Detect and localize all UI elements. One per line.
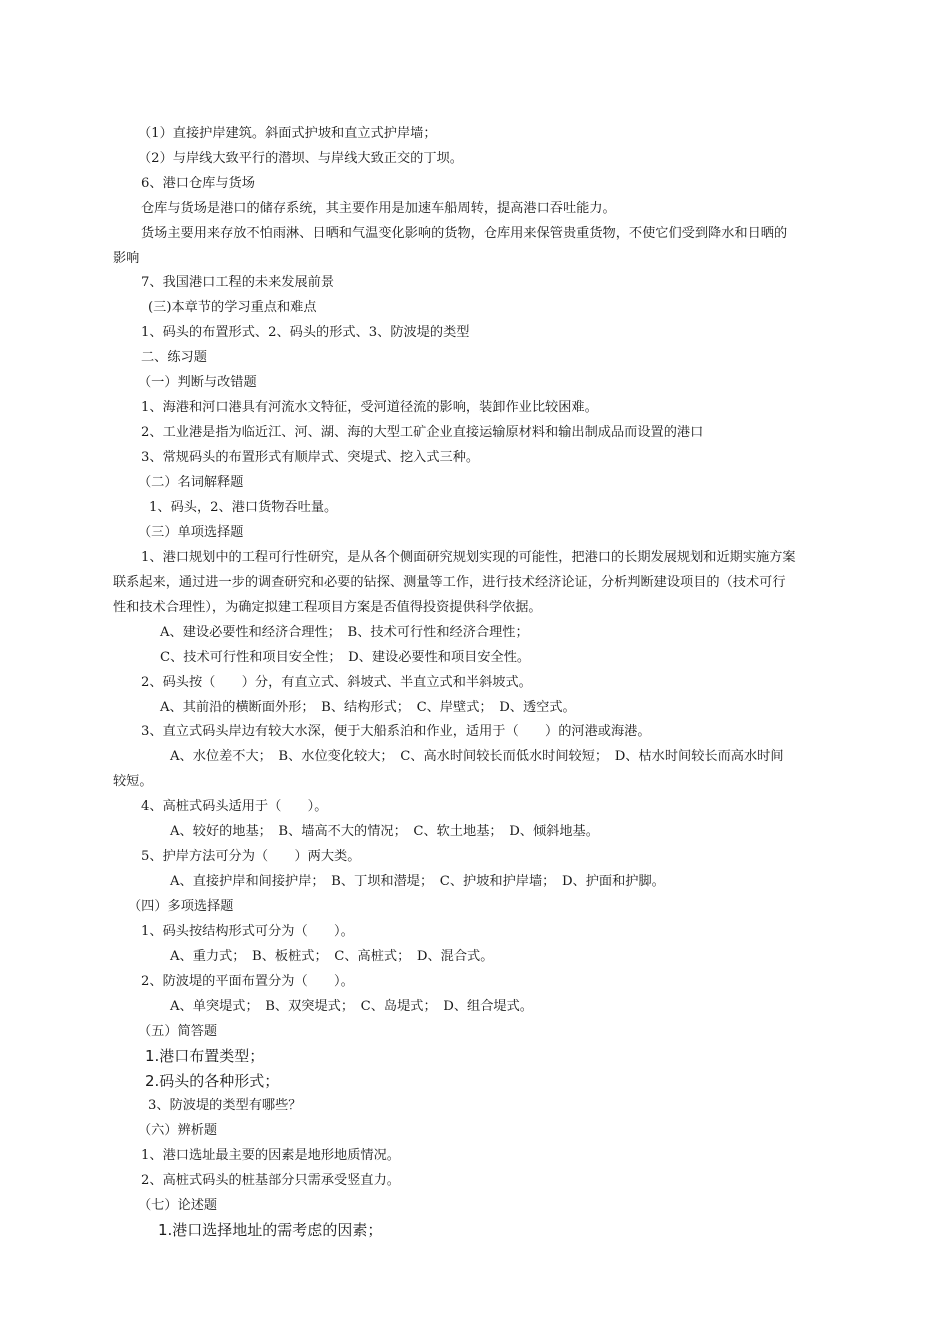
subsection-heading: （七）论述题 <box>138 1198 218 1213</box>
question-item: 1、港口选址最主要的因素是地形地质情况。 <box>141 1148 400 1163</box>
question-item: 3、直立式码头岸边有较大水深，便于大船系泊和作业，适用于（ ）的河港或海港。 <box>141 724 651 739</box>
subsection-heading: （六）辨析题 <box>138 1123 218 1138</box>
subsection-heading: （一）判断与改错题 <box>138 375 257 390</box>
question-item: 1.港口布置类型； <box>145 1047 265 1065</box>
subsection-heading: （二）名词解释题 <box>138 475 244 490</box>
section-heading: 7、我国港口工程的未来发展前景 <box>141 275 335 290</box>
text-line: 联系起来，通过进一步的调查研究和必要的钻探、测量等工作，进行技术经济论证，分析判断建设项目的（技术可行 <box>113 575 786 590</box>
text-line: 1、码头的布置形式、2、码头的形式、3、防波堤的类型 <box>141 325 470 340</box>
subsection-heading: （五）简答题 <box>138 1024 218 1039</box>
question-item: 3、防波堤的类型有哪些？ <box>148 1098 302 1113</box>
option-line: C、技术可行性和项目安全性； D、建设必要性和项目安全性。 <box>160 650 531 665</box>
subsection-heading: （三）单项选择题 <box>138 525 244 540</box>
question-item: 1、码头，2、港口货物吞吐量。 <box>149 500 338 515</box>
question-item: 4、高桩式码头适用于（ ）。 <box>141 799 328 814</box>
question-item: 2、高桩式码头的桩基部分只需承受竖直力。 <box>141 1173 400 1188</box>
option-line: A、重力式； B、板桩式； C、高桩式； D、混合式。 <box>170 949 494 964</box>
text-line: 货场主要用来存放不怕雨淋、日晒和气温变化影响的货物，仓库用来保管贵重货物，不使它们受到降水和日晒的 <box>141 226 788 241</box>
option-line: A、其前沿的横断面外形； B、结构形式； C、岸壁式； D、透空式。 <box>160 700 576 715</box>
question-item: 1.港口选择地址的需考虑的因素； <box>158 1221 383 1239</box>
question-item: 2、码头按（ ）分，有直立式、斜坡式、半直立式和半斜坡式。 <box>141 675 532 690</box>
subsection-heading: （四）多项选择题 <box>128 899 234 914</box>
question-item: 3、常规码头的布置形式有顺岸式、突堤式、挖入式三种。 <box>141 450 480 465</box>
option-line: A、直接护岸和间接护岸； B、丁坝和潜堤； C、护坡和护岸墙； D、护面和护脚。 <box>170 874 665 889</box>
text-line: （1）直接护岸建筑。斜面式护坡和直立式护岸墙； <box>138 126 437 141</box>
text-line: 影响 <box>113 251 140 266</box>
question-item: 2、防波堤的平面布置分为（ ）。 <box>141 974 354 989</box>
option-line: A、建设必要性和经济合理性； B、技术可行性和经济合理性； <box>160 625 529 640</box>
question-item: 2、工业港是指为临近江、河、湖、海的大型工矿企业直接运输原材料和输出制成品而设置的港口 <box>141 425 704 440</box>
section-heading: 6、港口仓库与货场 <box>141 176 255 191</box>
section-heading: 二、练习题 <box>141 350 207 365</box>
text-line: 仓库与货场是港口的储存系统，其主要作用是加速车船周转，提高港口吞吐能力。 <box>141 201 616 216</box>
text-line: （2）与岸线大致平行的潜坝、与岸线大致正交的丁坝。 <box>138 151 463 166</box>
question-item: 1、港口规划中的工程可行性研究，是从各个侧面研究规划实现的可能性，把港口的长期发展规划和近期实施方案 <box>141 550 796 565</box>
text-line: 较短。 <box>113 774 153 789</box>
question-item: 1、码头按结构形式可分为（ ）。 <box>141 924 354 939</box>
option-line: A、水位差不大； B、水位变化较大； C、高水时间较长而低水时间较短； D、枯水时间较长而高水时间 <box>170 749 784 764</box>
text-line: 性和技术合理性），为确定拟建工程项目方案是否值得投资提供科学依据。 <box>113 600 542 615</box>
question-item: 1、海港和河口港具有河流水文特征，受河道径流的影响，装卸作业比较困难。 <box>141 400 598 415</box>
option-line: A、单突堤式； B、双突堤式； C、岛堤式； D、组合堤式。 <box>170 999 533 1014</box>
question-item: 2.码头的各种形式； <box>145 1072 280 1090</box>
option-line: A、较好的地基； B、墙高不大的情况； C、软土地基； D、倾斜地基。 <box>170 824 599 839</box>
section-heading: (三)本章节的学习重点和难点 <box>148 300 317 315</box>
question-item: 5、护岸方法可分为（ ）两大类。 <box>141 849 361 864</box>
